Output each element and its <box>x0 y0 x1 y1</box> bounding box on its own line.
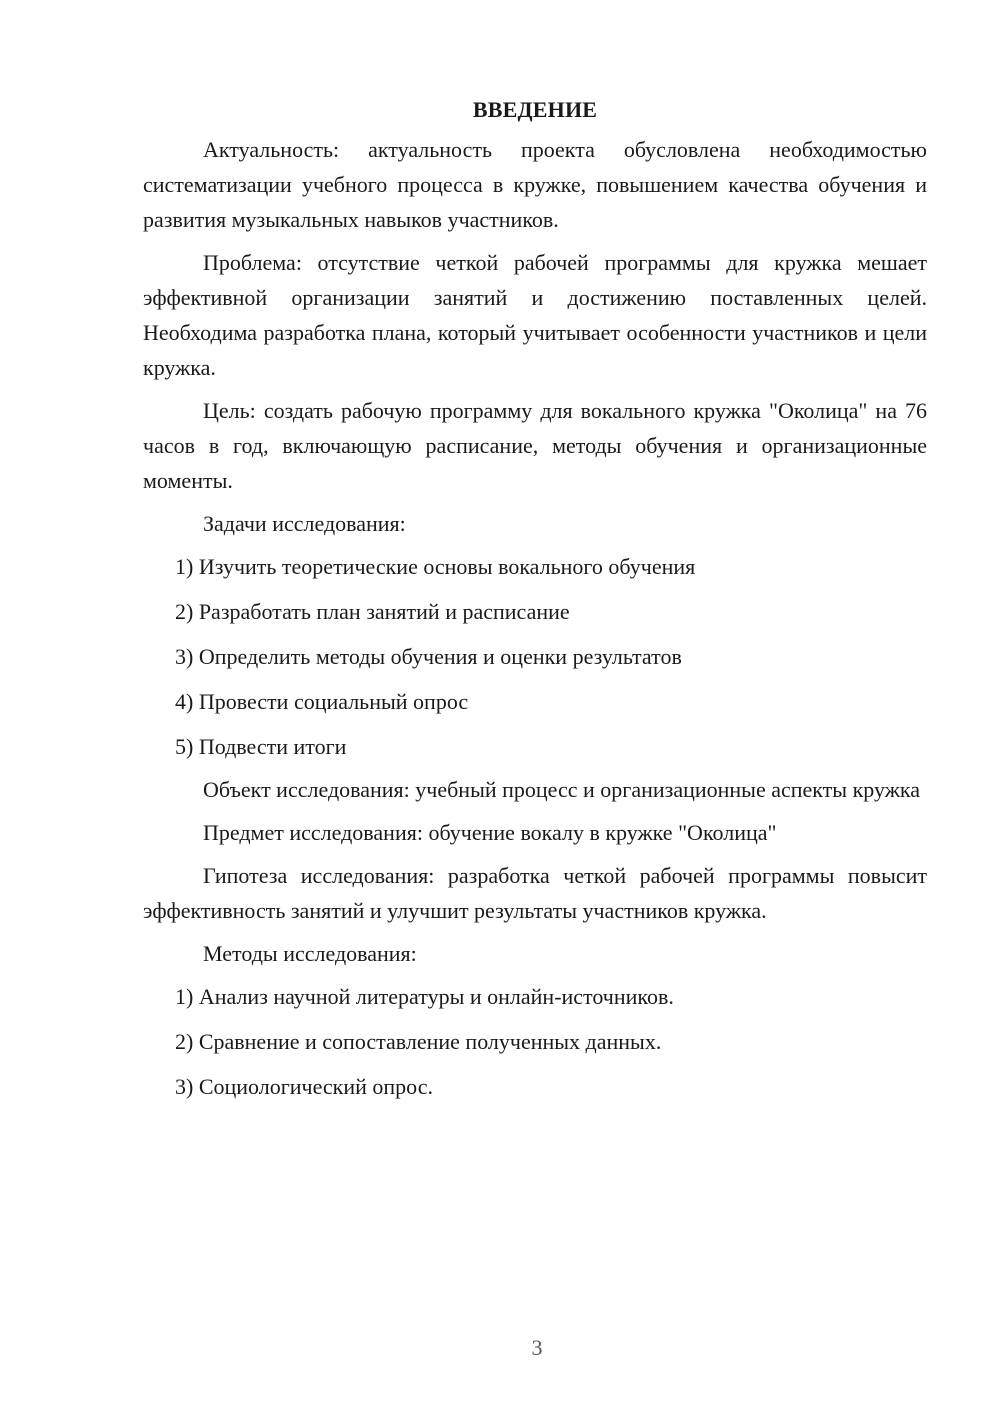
list-item: 3) Определить методы обучения и оценки результатов <box>175 644 682 669</box>
list-item: 2) Сравнение и сопоставление полученных данных. <box>175 1029 662 1054</box>
list-item: 3) Социологический опрос. <box>175 1074 433 1099</box>
list-item: 1) Изучить теоретические основы вокального обучения <box>175 554 696 579</box>
relevance-paragraph: Актуальность: актуальность проекта обусловлена необходимостью систематизации учебного процесса в кружке, повышением качества обучения и развития музыкальных навыков участников. <box>143 137 927 232</box>
methods-list <box>143 979 927 1104</box>
list-item: 5) Подвести итоги <box>175 734 347 759</box>
tasks-heading: Задачи исследования: <box>203 511 406 536</box>
methods-heading: Методы исследования: <box>203 941 417 966</box>
object-paragraph: Объект исследования: учебный процесс и организационные аспекты кружка <box>203 777 921 802</box>
document-page <box>143 92 927 1104</box>
hypothesis-paragraph: Гипотеза исследования: разработка четкой рабочей программы повысит эффективность занятий и улучшит результаты участников кружка. <box>143 863 927 923</box>
list-item: 1) Анализ научной литературы и онлайн-источников. <box>175 984 674 1009</box>
page-title: ВВЕДЕНИЕ <box>472 97 598 122</box>
goal-paragraph: Цель: создать рабочую программу для вокального кружка "Околица" на 76 часов в год, включающую расписание, методы обучения и организационные моменты. <box>143 398 927 493</box>
page-number: 3 <box>531 1335 543 1360</box>
list-item: 2) Разработать план занятий и расписание <box>175 599 570 624</box>
subject-paragraph: Предмет исследования: обучение вокалу в кружке "Околица" <box>203 820 777 845</box>
problem-paragraph: Проблема: отсутствие четкой рабочей программы для кружка мешает эффективной организации занятий и достижению поставленных целей. Необходима разработка плана, который учитывает особенности участников и цели кружка. <box>143 250 927 380</box>
list-item: 4) Провести социальный опрос <box>175 689 469 714</box>
tasks-list <box>143 549 927 764</box>
